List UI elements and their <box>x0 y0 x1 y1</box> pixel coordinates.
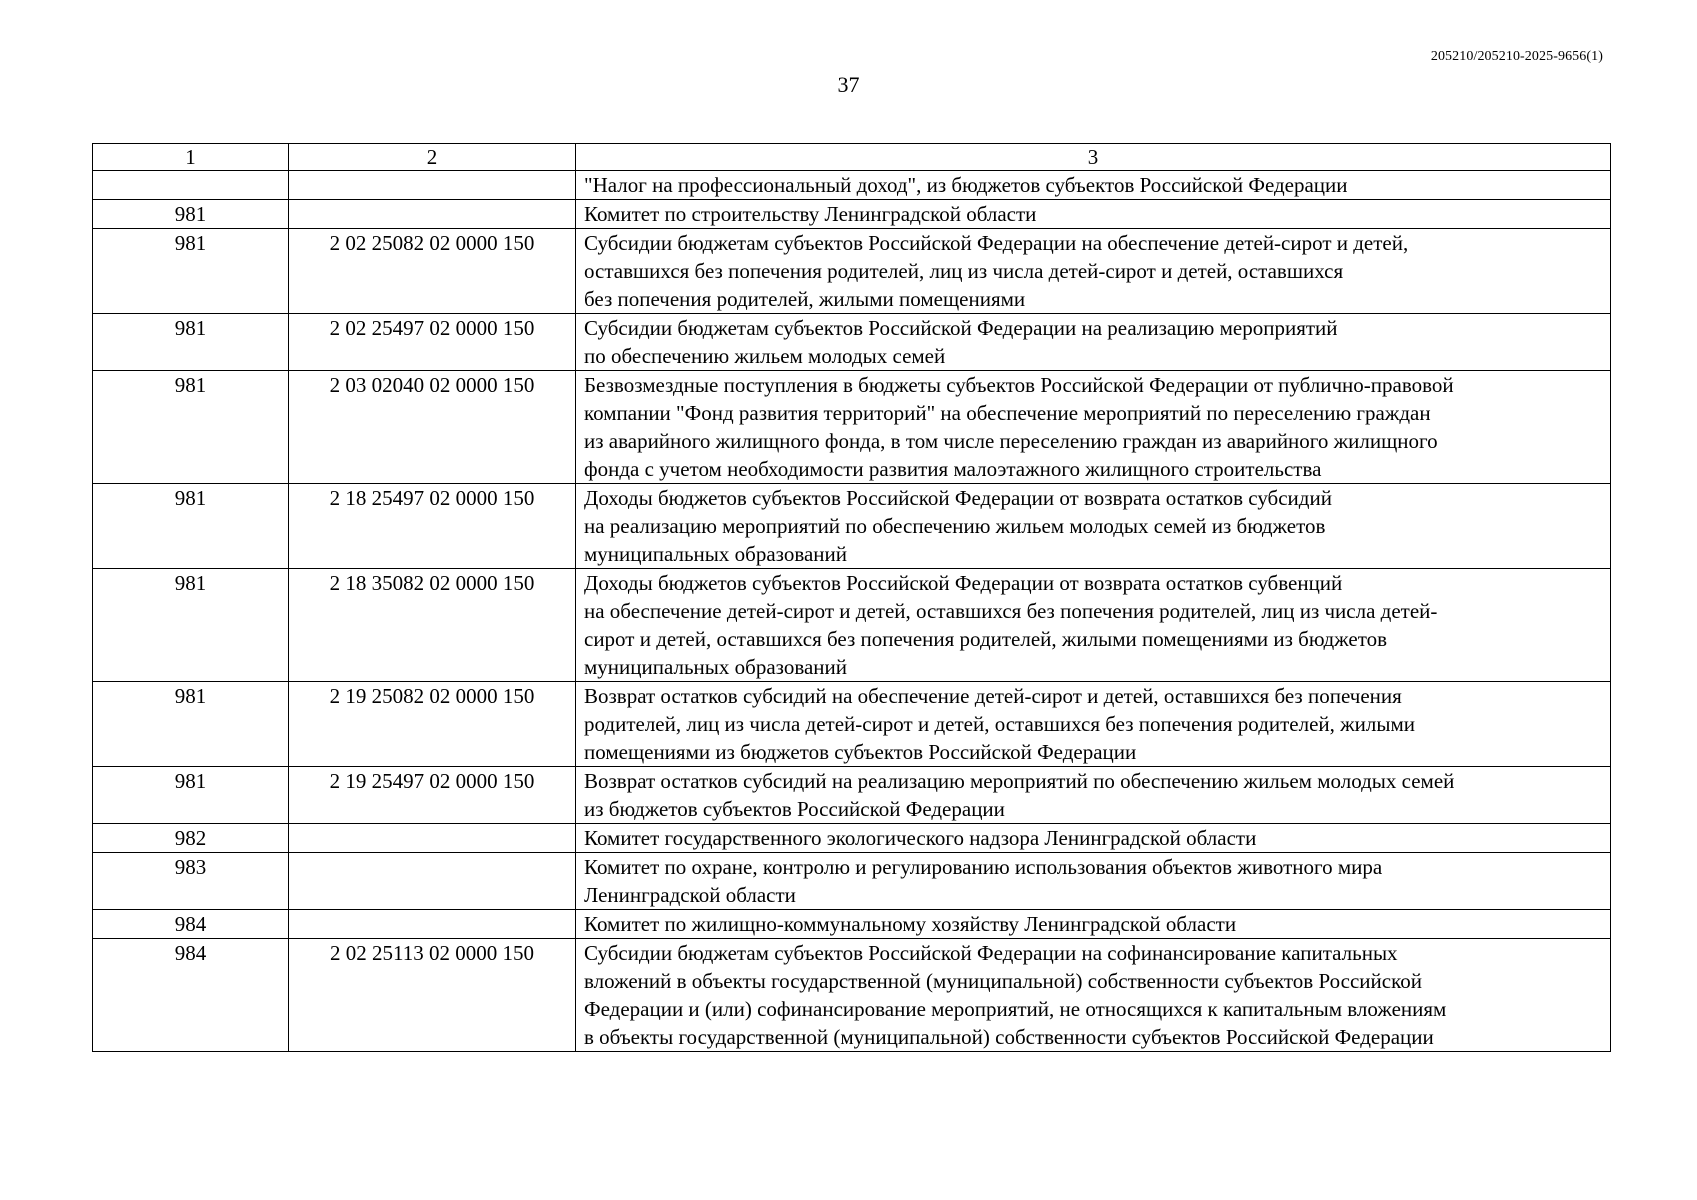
description-cell: Безвозмездные поступления в бюджеты субъектов Российской Федерации от публично-правовой компании "Фонд развития территорий" на обеспечение мероприятий по переселению граждан из аварийного жилищного фонда, в том числе переселению граждан из аварийного жилищного фонда с учетом необходимости развития малоэтажного жилищного строительства <box>576 371 1611 484</box>
table-body <box>93 144 1611 1052</box>
table-row <box>93 314 1611 371</box>
budget-code-cell: 2 18 35082 02 0000 150 <box>289 569 576 682</box>
budget-code-cell: 2 19 25497 02 0000 150 <box>289 767 576 824</box>
admin-code-cell: 983 <box>93 853 289 910</box>
description-cell: Комитет по жилищно-коммунальному хозяйству Ленинградской области <box>576 910 1611 939</box>
budget-code-cell <box>289 910 576 939</box>
table-row <box>93 484 1611 569</box>
admin-code-cell: 984 <box>93 939 289 1052</box>
description-cell: Возврат остатков субсидий на обеспечение детей-сирот и детей, оставшихся без попечения родителей, лиц из числа детей-сирот и детей, оставшихся без попечения родителей, жилыми помещениями из бюджетов субъектов Российской Федерации <box>576 682 1611 767</box>
table-row <box>93 939 1611 1052</box>
document-id: 205210/205210-2025-9656(1) <box>1430 49 1603 64</box>
admin-code-cell: 981 <box>93 767 289 824</box>
budget-code-cell <box>289 200 576 229</box>
budget-code-cell: 2 03 02040 02 0000 150 <box>289 371 576 484</box>
admin-code-cell <box>93 171 289 200</box>
admin-code-cell: 981 <box>93 229 289 314</box>
table-row <box>93 824 1611 853</box>
table-row <box>93 371 1611 484</box>
description-cell: Комитет по строительству Ленинградской области <box>576 200 1611 229</box>
admin-code-cell: 984 <box>93 910 289 939</box>
budget-code-cell <box>289 171 576 200</box>
description-cell: Субсидии бюджетам субъектов Российской Федерации на обеспечение детей-сирот и детей, оставшихся без попечения родителей, лиц из числа детей-сирот и детей, оставшихся без попечения родителей, жилыми помещениями <box>576 229 1611 314</box>
description-cell: Субсидии бюджетам субъектов Российской Федерации на реализацию мероприятий по обеспечению жильем молодых семей <box>576 314 1611 371</box>
description-cell: Комитет по охране, контролю и регулированию использования объектов животного мира Ленинградской области <box>576 853 1611 910</box>
table-row <box>93 910 1611 939</box>
admin-code-cell: 981 <box>93 371 289 484</box>
table-row <box>93 569 1611 682</box>
admin-code-cell: 981 <box>93 314 289 371</box>
budget-code-cell: 2 02 25497 02 0000 150 <box>289 314 576 371</box>
table-row <box>93 171 1611 200</box>
description-cell: Доходы бюджетов субъектов Российской Федерации от возврата остатков субсидий на реализацию мероприятий по обеспечению жильем молодых семей из бюджетов муниципальных образований <box>576 484 1611 569</box>
table-row <box>93 200 1611 229</box>
table-header-row <box>93 144 1611 171</box>
admin-code-cell: 982 <box>93 824 289 853</box>
description-cell: Субсидии бюджетам субъектов Российской Федерации на софинансирование капитальных вложений в объекты государственной (муниципальной) собственности субъектов Российской Федерации и (или) софинансирование мероприятий, не относящихся к капитальным вложениям в объекты государственной (муниципальной) собственности субъектов Российской Федерации <box>576 939 1611 1052</box>
budget-code-cell <box>289 824 576 853</box>
description-cell: "Налог на профессиональный доход", из бюджетов субъектов Российской Федерации <box>576 171 1611 200</box>
description-cell: Доходы бюджетов субъектов Российской Федерации от возврата остатков субвенций на обеспечение детей-сирот и детей, оставшихся без попечения родителей, лиц из числа детей- сирот и детей, оставшихся без попечения родителей, жилыми помещениями из бюджетов муниципальных образований <box>576 569 1611 682</box>
page-number: 37 <box>837 72 860 97</box>
admin-code-cell: 981 <box>93 200 289 229</box>
admin-code-cell: 981 <box>93 682 289 767</box>
description-cell: Возврат остатков субсидий на реализацию мероприятий по обеспечению жильем молодых семей из бюджетов субъектов Российской Федерации <box>576 767 1611 824</box>
column-header-1: 1 <box>93 144 289 171</box>
table-row <box>93 682 1611 767</box>
revenue-codes-table <box>92 143 1611 1052</box>
budget-code-cell: 2 02 25082 02 0000 150 <box>289 229 576 314</box>
column-header-3: 3 <box>576 144 1611 171</box>
table-row <box>93 767 1611 824</box>
column-header-2: 2 <box>289 144 576 171</box>
table-row <box>93 229 1611 314</box>
budget-code-cell: 2 18 25497 02 0000 150 <box>289 484 576 569</box>
description-cell: Комитет государственного экологического надзора Ленинградской области <box>576 824 1611 853</box>
table-row <box>93 853 1611 910</box>
admin-code-cell: 981 <box>93 569 289 682</box>
budget-code-cell <box>289 853 576 910</box>
budget-code-cell: 2 02 25113 02 0000 150 <box>289 939 576 1052</box>
budget-code-cell: 2 19 25082 02 0000 150 <box>289 682 576 767</box>
admin-code-cell: 981 <box>93 484 289 569</box>
